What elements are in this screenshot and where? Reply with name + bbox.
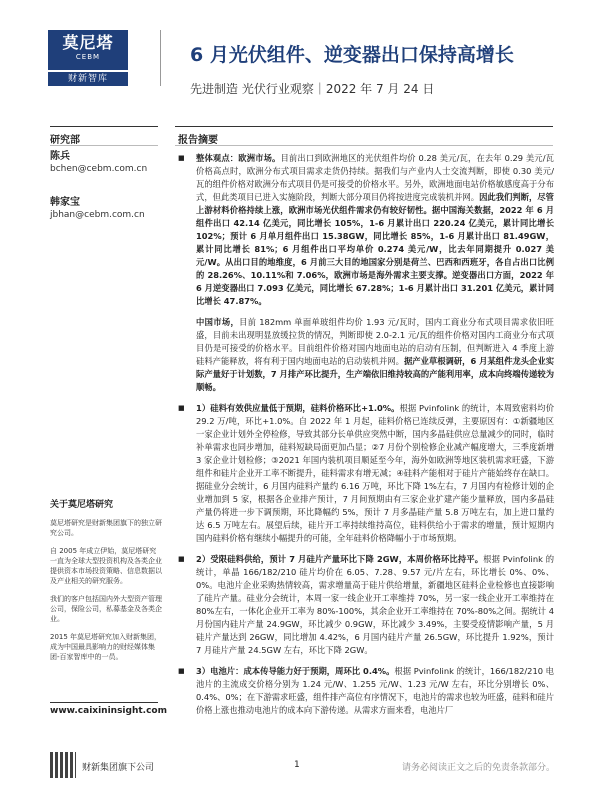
paragraph-heading: 1）硅料有效供应量低于预期，硅料价格环比+1.0%。 [196, 403, 400, 413]
footer-disclaimer: 请务必阅读正文之后的免责条款部分。 [401, 763, 555, 773]
analyst-name: 韩家宝 [50, 197, 80, 208]
analyst-email[interactable]: bchen@cebm.com.cn [50, 164, 148, 174]
about-paragraph: 自 2005 年成立伊始，莫尼塔研究一直为全球大型投资机构及各类企业提供资本市场投资策略、信息数据以及产业相关的研究服务。 [50, 547, 162, 585]
page-number: 1 [294, 760, 300, 770]
logo-en: CEBM [75, 53, 101, 61]
paragraph-text: 目前出口到欧洲地区的光伏组件均价 0.28 美元/瓦，在去年 0.29 美元/瓦价格高点时，欧洲分布式项目需求走货仍持续。据我们与产业内人士交流判断，即使 0.30 美元/瓦的组件价格对欧洲分布式项目仍是可接受的价格水平。另外，欧洲地面电站价格敏感度高于分布式，但此类项目已进入实施阶段，判断大部分项目仍将按进度完成装机并网。 [196, 153, 554, 202]
logo-sub: 财新智库 [48, 72, 128, 86]
paragraph-text: 目前 182mm 单面单玻组件均价 1.93 元/瓦时，国内工商业分布式项目需求依旧旺盛，目前未出现明显放缓拉货的情况，判断即使 2.0-2.1 元/瓦的组件价格对国内工商业分布式项目仍是可接受的价格水平。目前组件价格对国内地面电站的启动有压制，但判断进入 4 季度上游硅料产能释放，将有利于国内地面电站的启动装机并网。 [196, 317, 554, 366]
about-paragraph: 莫尼塔研究是财新集团旗下的独立研究公司。 [50, 519, 162, 537]
paragraph-heading: 3）电池片：成本传导能力好于预期，周环比 0.4%。 [196, 666, 395, 676]
paragraph-heading: 2）受限硅料供给，预计 7 月硅片产量环比下降 2GW，本周价格环比持平。 [196, 554, 484, 564]
bullet-square-icon: ■ [178, 667, 185, 675]
bullet-square-icon: ■ [178, 154, 185, 162]
website-link[interactable]: www.caixininsight.com [50, 702, 158, 716]
main-top-rule [175, 126, 553, 127]
bullet-square-icon: ■ [178, 555, 185, 563]
analyst-card [50, 150, 147, 176]
logo-cn: 莫尼塔 [62, 33, 114, 52]
main-head-rule [175, 145, 553, 146]
sidebar-top-rule [50, 126, 158, 127]
paragraph-text: 根据 Pvinfolink 的统计，本周致密料均价 29.2 万/吨，环比+1.0%。自 2022 年 1 月起，硅料价格已连续反弹，主要原因有：①新疆地区一家企业计划外全停检修，导致其部分长单供应突然中断，国内多晶硅供应总量减少的同时，临时补单需求也同步增加，硅料短缺局面更加凸显；②7 月份个别检修企业减产幅度增大，三季度新增 3 家企业计划检修；③2021 年国内装机项目顺延至今年，海外如欧洲等地区装机需求旺盛，下游组件和硅片企业开工率不断提升，硅料需求有增无减；④硅料产能相对于硅片产能始终存在缺口。据硅业分会统计，6 月国内硅料产量约 6.16 万吨，环比下降 1%左右，7 月国内有检修计划的企业增加到 5 家，根据各企业排产预计，7 月间预期由有三家企业扩建产能少量释放，国内多晶硅产量仍将进一步下调预期，环比降幅约 5%，预计 7 月多晶硅产量 5.8 万吨左右，加上进口量约达 6.5 万吨左右。展望后续，硅片开工率持续维持高位，硅料供给小于需求的增量，预计短期内国内硅料价格有继续小幅提升的可能，全年硅料价格降幅小于市场预期。 [196, 403, 554, 543]
analyst-card [50, 196, 145, 222]
bullet-square-icon: ■ [178, 404, 185, 412]
footer-brand: 财新集团旗下公司 [82, 763, 155, 773]
summary-paragraph [178, 402, 554, 545]
summary-paragraph [178, 152, 554, 308]
paragraph-emphasis: 因此我们判断，尽管上游材料价格持续上涨，欧洲市场光伏组件需求仍有较好韧性。据中国海关数据，2022 年 6 月组件出口 42.14 亿美元，同比增长 105%，1-6 月累计出口 220.24 亿美元，累计同比增长 102%；预计 6 月单月组件出口 15.38GW，同比增长 85%，1-6 月累计出口 81.49GW，累计同比增长 81%；6 月组件出口平均单价 0.274 美元/W，比去年同期提升 0.027 美元/W。从出口目的地维度，6 月前三大目的地国家分别是荷兰、巴西和西班牙，各自占出口比例的 28.26%、10.11%和 7.06%，欧洲市场是海外需求主要支撑。逆变器出口方面，2022 年 6 月逆变器出口 7.093 亿美元，同比增长 67.28%；1-6 月累计出口 31.201 亿美元，累计同比增长 47.87%。 [196, 192, 554, 306]
about-section [50, 500, 162, 670]
about-title: 关于莫尼塔研究 [50, 500, 114, 510]
logo-top [48, 30, 128, 70]
page-footer [50, 752, 555, 782]
paragraph-heading: 中国市场， [196, 317, 240, 327]
paragraph-text: 根据 Pvinfolink 的统计，166/182/210 电池片的主流成交价格分别为 1.24 元/W、1.255 元/W、1.23 元/W 左右，环比分别增长 0%、0.4%、0%；在下游需求旺盛，组件排产高位有序情况下，电池片的需求也较为旺盛，硅料和硅片价格上涨也推动电池片的成本向下游传递。从需求方面来看，电池片厂 [196, 666, 554, 715]
summary-paragraph [178, 553, 554, 657]
about-paragraph: 我们的客户包括国内外大型资产管理公司，保险公司，私募基金及各类企业。 [50, 595, 162, 623]
header-divider [160, 30, 161, 86]
company-logo [48, 30, 128, 86]
paragraph-text: 根据 Pvinfolink 的统计，单晶 166/182/210 硅片均价在 6.05、7.28、9.57 元/片左右，环比增长 0%、0%、0%。电池片企业采购热情较高，需求增量高于硅片供给增量，新疆地区硅料企业检修也直接影响了硅片产量。硅业分会统计，本周一家一线企业开工率维持 70%，另一家一线企业开工率维持在 80%左右，一体化企业开工率为 80%-100%，其余企业开工率维持在 70%-80%之间。据统计 4 月份国内硅片产量 24.9GW，环比减少 0.9GW，环比减少 3.49%，主要受疫情影响产量，5 月硅片产量达到 26GW，同比增加 4.42%，6 月国内硅片产量 26.5GW，环比提升 1.92%，预计 7 月硅片产量 24.5GW 左右，环比下降 2GW。 [196, 554, 554, 655]
page-title: 6 月光伏组件、逆变器出口保持高增长 [190, 44, 514, 66]
main-section-title: 报告摘要 [178, 135, 218, 146]
page-subtitle: 先进制造 光伏行业观察｜2022 年 7 月 24 日 [190, 82, 435, 96]
about-paragraph: 2015 年莫尼塔研究加入财新集团，成为中国最具影响力的财经媒体集团-百家智库中的一员。 [50, 633, 162, 661]
summary-paragraph [178, 665, 554, 717]
paragraph-heading: 整体观点：欧洲市场。 [196, 153, 281, 163]
analyst-name: 陈兵 [50, 151, 70, 162]
analyst-email[interactable]: jbhan@cebm.com.cn [50, 210, 145, 220]
sidebar-section-title: 研究部 [50, 135, 80, 146]
report-summary [178, 152, 554, 725]
paragraph-emphasis: 据产业草根调研，6 月某组件龙头企业实际产量好于计划数，7 月排产环比提升，生产端依旧维持较高的产能利用率，成本向终端传递较为顺畅。 [196, 356, 554, 392]
qr-code-icon [50, 752, 76, 778]
summary-paragraph [178, 316, 554, 394]
